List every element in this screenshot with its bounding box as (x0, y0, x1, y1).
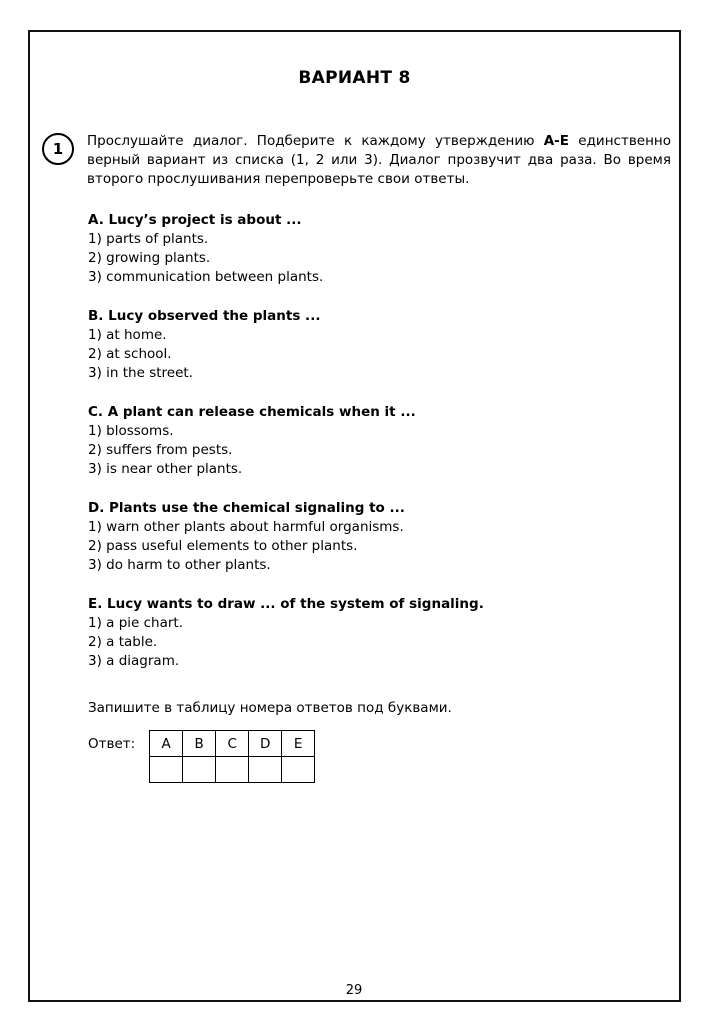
answer-table-input-cell (249, 757, 282, 783)
question-c (88, 403, 649, 479)
question-option: 3) a diagram. (88, 653, 180, 669)
question-heading: A. Lucy’s project is about ... (88, 212, 302, 228)
question-heading: E. Lucy wants to draw ... of the system of signaling. (88, 596, 484, 612)
question-a (88, 211, 649, 287)
task-1 (42, 132, 671, 189)
question-option: 3) communication between plants. (88, 269, 324, 285)
answer-label: Ответ: (88, 736, 136, 752)
questions-list (88, 211, 649, 671)
question-option: 2) suffers from pests. (88, 442, 233, 458)
answer-table-header-cell: B (183, 731, 216, 757)
answer-table-header-cell: C (216, 731, 249, 757)
question-option: 1) blossoms. (88, 423, 174, 439)
answer-table-input-cell (216, 757, 249, 783)
question-option: 3) do harm to other plants. (88, 557, 271, 573)
answer-table-input-cell (183, 757, 216, 783)
answer-table-header-cell: E (282, 731, 315, 757)
instruction-text-start: Прослушайте диалог. Подберите к каждому утверждению (87, 133, 544, 149)
instruction-bold-range: А-Е (543, 133, 570, 149)
answer-instruction: Запишите в таблицу номера ответов под буквами. (88, 700, 452, 716)
question-option: 2) growing plants. (88, 250, 211, 266)
instruction-text-end: единственно верный вариант из списка (1, 2 или 3). Диалог прозвучит два раза. Во время второго прослушивания перепроверьте свои ответы. (87, 133, 671, 187)
answer-table (149, 730, 315, 783)
question-option: 1) warn other plants about harmful organisms. (88, 519, 404, 535)
question-heading: B. Lucy observed the plants ... (88, 308, 321, 324)
question-option: 2) a table. (88, 634, 158, 650)
question-option: 1) a pie chart. (88, 615, 184, 631)
answer-table-input-cell (150, 757, 183, 783)
answer-table-input-cell (282, 757, 315, 783)
question-option: 2) pass useful elements to other plants. (88, 538, 358, 554)
question-b (88, 307, 649, 383)
page-border (28, 30, 681, 1002)
answer-table-header-cell: D (249, 731, 282, 757)
question-d (88, 499, 649, 575)
question-heading: D. Plants use the chemical signaling to ... (88, 500, 405, 516)
question-option: 3) in the street. (88, 365, 193, 381)
answer-row (88, 730, 679, 783)
question-e (88, 595, 649, 671)
question-heading: C. A plant can release chemicals when it ... (88, 404, 416, 420)
question-option: 2) at school. (88, 346, 172, 362)
answer-table-header-row (150, 731, 315, 757)
task-number-badge: 1 (42, 133, 74, 165)
question-option: 1) at home. (88, 327, 167, 343)
answer-table-input-row (150, 757, 315, 783)
task-instruction (87, 132, 671, 189)
page-title: ВАРИАНТ 8 (298, 68, 411, 88)
answer-table-header-cell: A (150, 731, 183, 757)
question-option: 3) is near other plants. (88, 461, 243, 477)
question-option: 1) parts of plants. (88, 231, 209, 247)
page-number: 29 (345, 983, 363, 998)
